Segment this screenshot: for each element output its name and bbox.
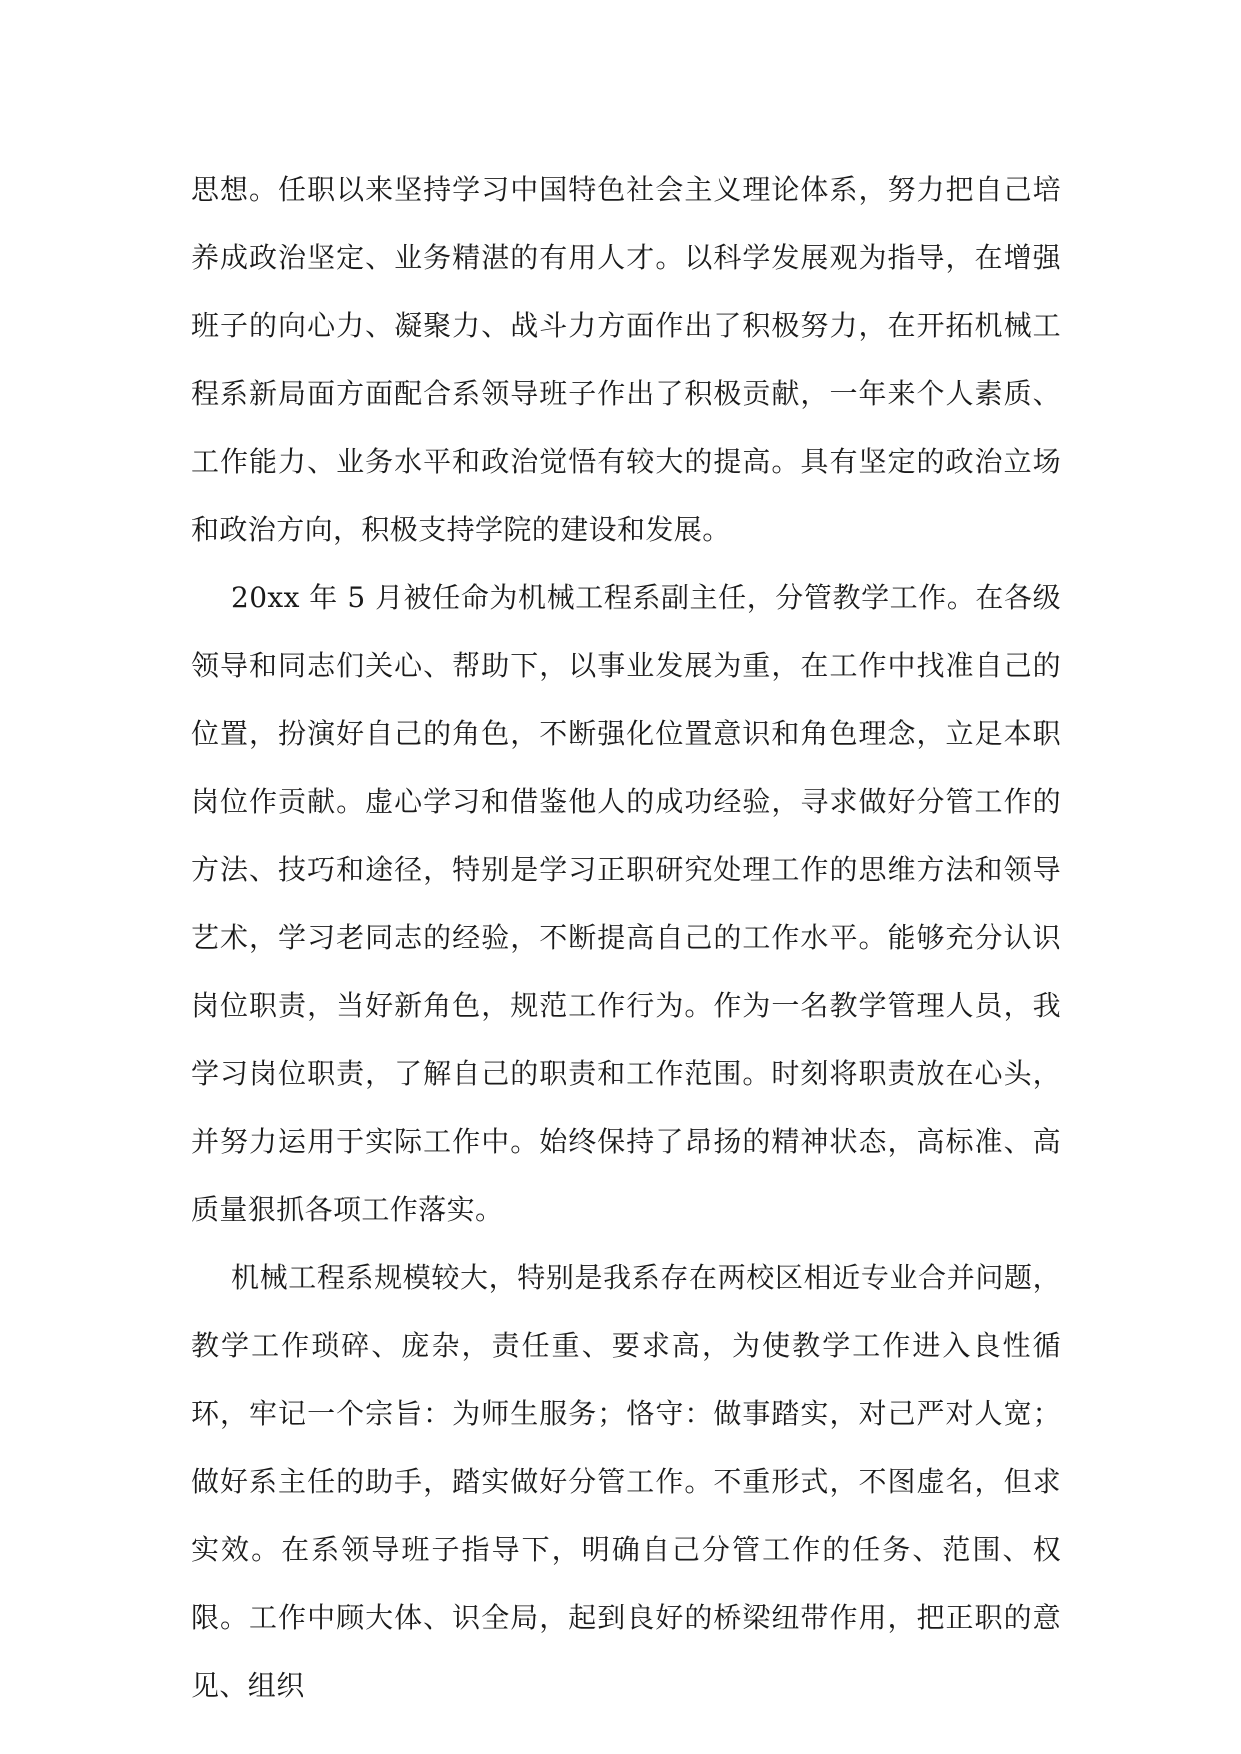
paragraph-3: 机械工程系规模较大，特别是我系存在两校区相近专业合并问题，教学工作琐碎、庞杂，责任重、要求高，为使教学工作进入良性循环，牢记一个宗旨：为师生服务；恪守：做事踏实，对己严对人宽；做好系主任的助手，踏实做好分管工作。不重形式，不图虚名，但求实效。在系领导班子指导下，明确自己分管工作的任务、范围、权限。工作中顾大体、识全局，起到良好的桥梁纽带作用，把正职的意见、组织 [191, 1261, 1061, 1702]
document-page [191, 156, 1061, 1720]
paragraph-1: 思想。任职以来坚持学习中国特色社会主义理论体系，努力把自己培养成政治坚定、业务精湛的有用人才。以科学发展观为指导，在增强班子的向心力、凝聚力、战斗力方面作出了积极努力，在开拓机械工程系新局面方面配合系领导班子作出了积极贡献，一年来个人素质、工作能力、业务水平和政治觉悟有较大的提高。具有坚定的政治立场和政治方向，积极支持学院的建设和发展。 [191, 173, 1061, 546]
paragraph-2: 20xx 年 5 月被任命为机械工程系副主任，分管教学工作。在各级领导和同志们关心、帮助下，以事业发展为重，在工作中找准自己的位置，扮演好自己的角色，不断强化位置意识和角色理念，立足本职岗位作贡献。虚心学习和借鉴他人的成功经验，寻求做好分管工作的方法、技巧和途径，特别是学习正职研究处理工作的思维方法和领导艺术，学习老同志的经验，不断提高自己的工作水平。能够充分认识岗位职责，当好新角色，规范工作行为。作为一名教学管理人员，我学习岗位职责，了解自己的职责和工作范围。时刻将职责放在心头，并努力运用于实际工作中。始终保持了昂扬的精神状态，高标准、高质量狠抓各项工作落实。 [191, 581, 1061, 1226]
